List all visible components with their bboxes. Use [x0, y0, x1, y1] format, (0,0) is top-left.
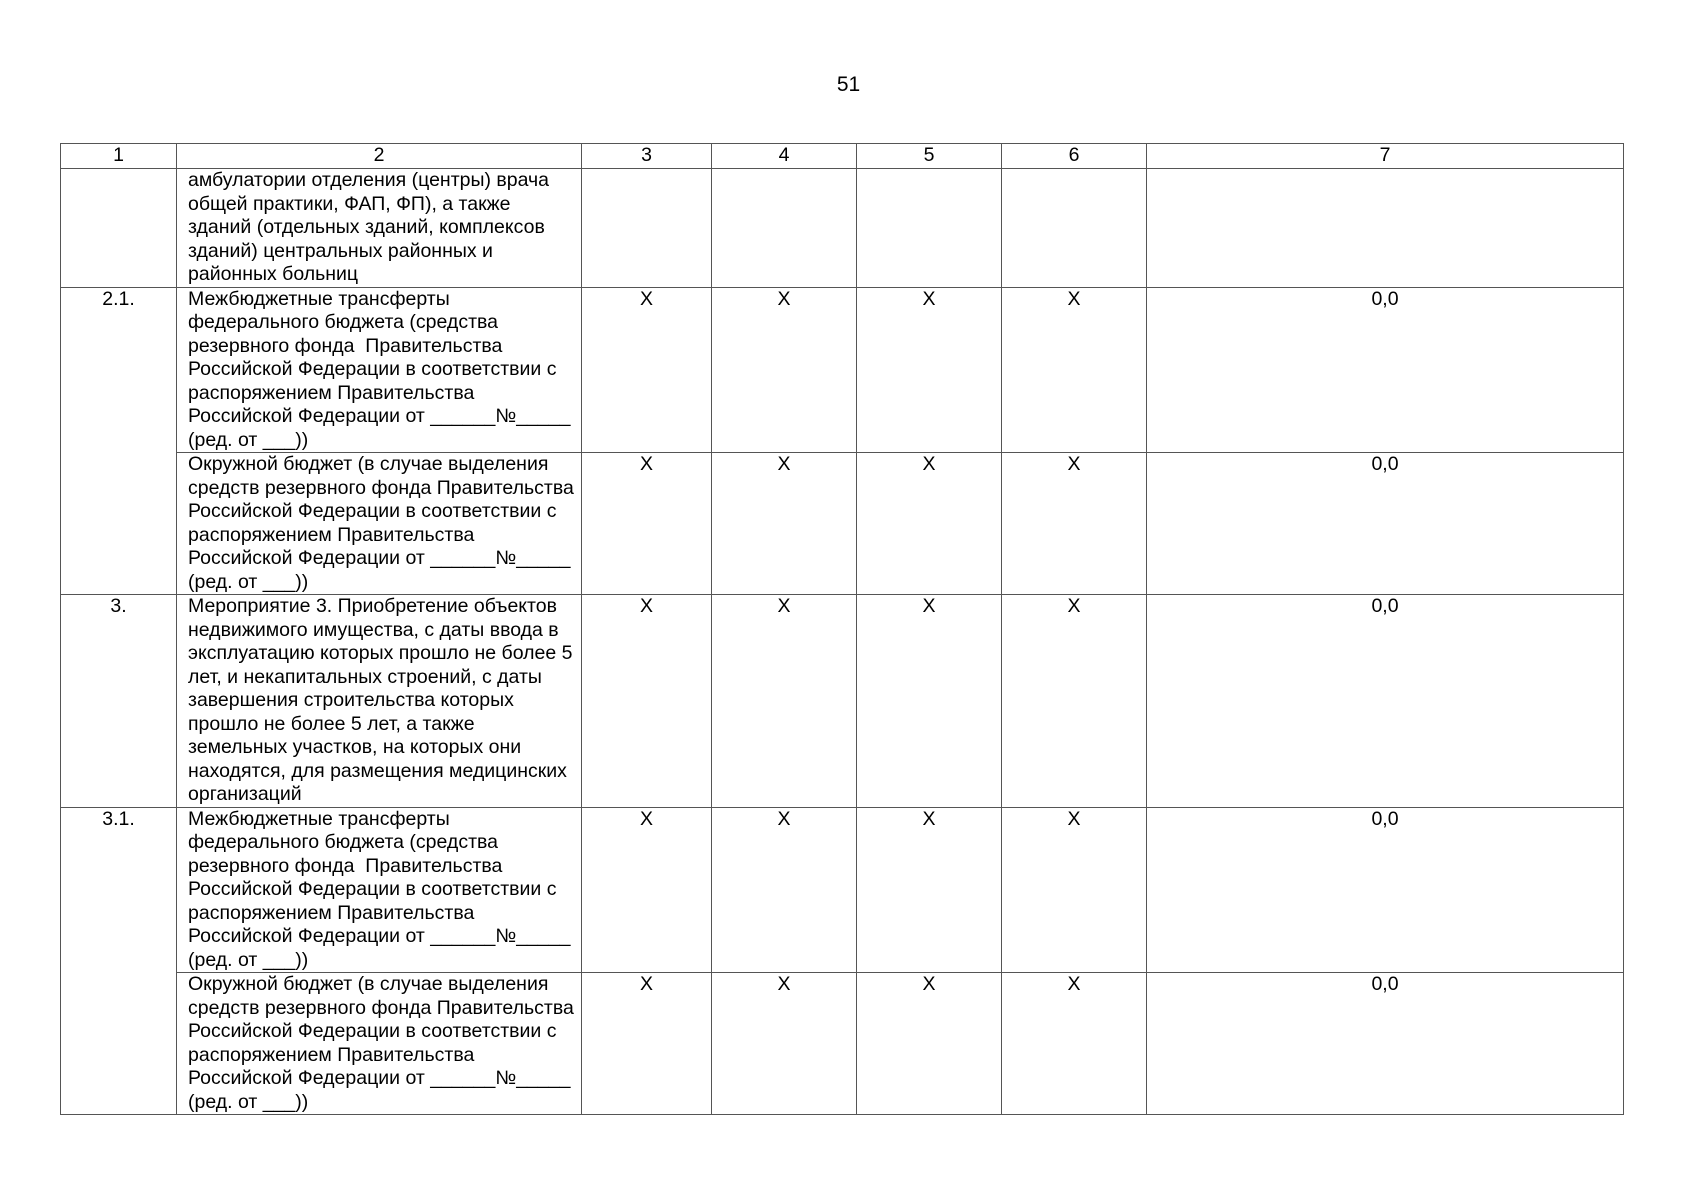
cell-col6: X	[1002, 973, 1147, 1115]
cell-col3: X	[582, 453, 712, 595]
row-description: амбулатории отделения (центры) врача общей практики, ФАП, ФП), а также зданий (отдельных зданий, комплексов зданий) центральных районных и районных больниц	[177, 169, 582, 288]
cell-col7: 0,0	[1147, 807, 1624, 973]
row-number: 3.1.	[61, 807, 177, 1115]
cell-col4: X	[712, 973, 857, 1115]
cell-col5: X	[857, 595, 1002, 808]
row-description: Мероприятие 3. Приобретение объектов недвижимого имущества, с даты ввода в эксплуатацию которых прошло не более 5 лет, и некапитальных строений, с даты завершения строительства которых прошло не более 5 лет, а также земельных участков, на которых они находятся, для размещения медицинских организаций	[177, 595, 582, 808]
row-description: Окружной бюджет (в случае выделения средств резервного фонда Правительства Российской Федерации в соответствии с распоряжением Правительства Российской Федерации от ______№_____ (ред. от ___))	[177, 973, 582, 1115]
column-header-2: 2	[177, 144, 582, 169]
cell-col7: 0,0	[1147, 453, 1624, 595]
cell-col5: X	[857, 453, 1002, 595]
cell-col3: X	[582, 287, 712, 453]
cell-col4: X	[712, 287, 857, 453]
cell-col7: 0,0	[1147, 287, 1624, 453]
row-description: Окружной бюджет (в случае выделения средств резервного фонда Правительства Российской Федерации в соответствии с распоряжением Правительства Российской Федерации от ______№_____ (ред. от ___))	[177, 453, 582, 595]
cell-col3: X	[582, 973, 712, 1115]
table-header-row	[61, 144, 1624, 169]
cell-col3	[582, 169, 712, 288]
row-description: Межбюджетные трансферты федерального бюджета (средства резервного фонда Правительства Российской Федерации в соответствии с распоряжением Правительства Российской Федерации от ______№_____ (ред. от ___))	[177, 287, 582, 453]
cell-col4: X	[712, 595, 857, 808]
column-header-4: 4	[712, 144, 857, 169]
cell-col6: X	[1002, 807, 1147, 973]
cell-col5: X	[857, 973, 1002, 1115]
table-row	[61, 973, 1624, 1115]
cell-col7	[1147, 169, 1624, 288]
column-header-3: 3	[582, 144, 712, 169]
cell-col6: X	[1002, 595, 1147, 808]
row-number: 3.	[61, 595, 177, 808]
row-number	[61, 169, 177, 288]
column-header-7: 7	[1147, 144, 1624, 169]
column-header-1: 1	[61, 144, 177, 169]
cell-col4: X	[712, 807, 857, 973]
cell-col7: 0,0	[1147, 595, 1624, 808]
cell-col5: X	[857, 807, 1002, 973]
table-row	[61, 287, 1624, 453]
cell-col3: X	[582, 807, 712, 973]
cell-col7: 0,0	[1147, 973, 1624, 1115]
table-row	[61, 807, 1624, 973]
column-header-6: 6	[1002, 144, 1147, 169]
budget-table	[60, 143, 1624, 1115]
page-number: 51	[836, 73, 861, 96]
cell-col4	[712, 169, 857, 288]
cell-col3: X	[582, 595, 712, 808]
cell-col5	[857, 169, 1002, 288]
table-row	[61, 453, 1624, 595]
cell-col4: X	[712, 453, 857, 595]
column-header-5: 5	[857, 144, 1002, 169]
table-row	[61, 169, 1624, 288]
cell-col6: X	[1002, 287, 1147, 453]
cell-col6	[1002, 169, 1147, 288]
row-description: Межбюджетные трансферты федерального бюджета (средства резервного фонда Правительства Российской Федерации в соответствии с распоряжением Правительства Российской Федерации от ______№_____ (ред. от ___))	[177, 807, 582, 973]
row-number: 2.1.	[61, 287, 177, 595]
cell-col6: X	[1002, 453, 1147, 595]
cell-col5: X	[857, 287, 1002, 453]
table-row	[61, 595, 1624, 808]
